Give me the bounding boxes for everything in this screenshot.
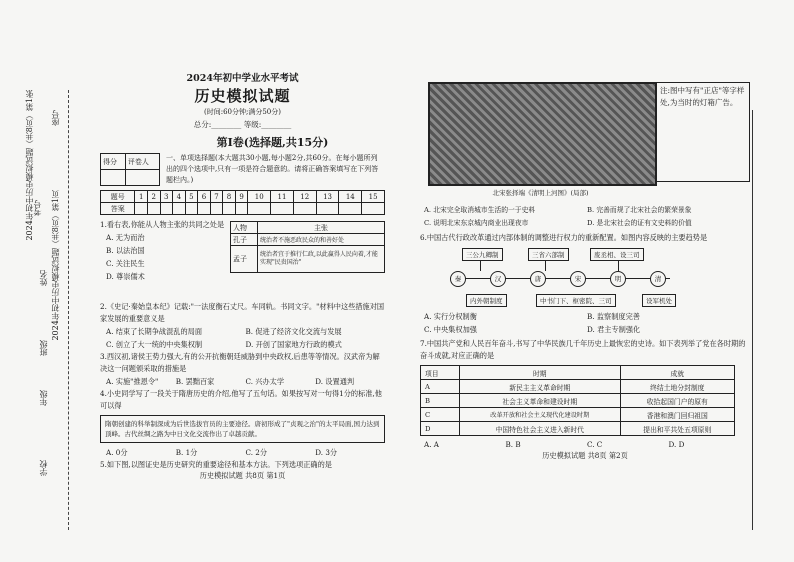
q7-head-item: 项目 xyxy=(421,366,460,380)
q6-option-b[interactable]: B. 监察制度完善 xyxy=(587,312,640,321)
q1-option-d[interactable]: D. 尊崇儒术 xyxy=(106,272,145,281)
q5-option-d[interactable]: D. 是北宋社会的证有文史料的价值 xyxy=(587,219,692,227)
q2-option-b[interactable]: B. 促进了经济文化交流与发展 xyxy=(245,327,342,336)
q2-option-a[interactable]: A. 结束了长期争战混乱的局面 xyxy=(106,327,203,336)
flow-box-zhongshu: 中书门下、枢密院、三司 xyxy=(536,294,616,307)
flow-connector xyxy=(480,260,481,271)
answer-grid-number: 14 xyxy=(339,191,362,203)
cut-line xyxy=(68,90,69,530)
answer-grid-number: 13 xyxy=(316,191,339,203)
q1-row1-claim: 统治者不施恶政民众的和善好处 xyxy=(258,234,385,246)
answer-cell[interactable] xyxy=(248,203,271,215)
q1-table-head-person: 人物 xyxy=(231,222,258,234)
flow-circle-ming: 明 xyxy=(610,271,626,287)
exam-name: 2024年初中学业水平考试 xyxy=(186,73,299,84)
q6-option-d[interactable]: D. 君主专制强化 xyxy=(587,325,641,334)
answer-cell[interactable] xyxy=(173,203,186,215)
answer-grid-number: 4 xyxy=(173,191,186,203)
q7-row-period: 社会主义革命和建设时期 xyxy=(460,394,621,408)
q4-option-a[interactable]: A. 0分 xyxy=(106,448,128,457)
score-cell[interactable] xyxy=(101,170,126,186)
q7-head-achievement: 成就 xyxy=(620,366,734,380)
q7-row-period: 中国特色社会主义进入新时代 xyxy=(460,422,621,436)
q3-option-b[interactable]: B. 罢黜百家 xyxy=(175,377,215,386)
answer-cell[interactable] xyxy=(235,203,248,215)
spine-text-2: 2024年初中历史模拟试题（共8页）第1页 xyxy=(51,190,60,341)
painting-image xyxy=(428,82,657,186)
instructions: 一、单项选择题(本大题共30小题,每小题2分,共60分。在每小题所列出的四个选项中,只有一项是符合题意的。请将正确答案填写在下列答题栏内。) xyxy=(166,154,379,184)
q7-stem: 7.中国共产党和人民百年奋斗,书写了中华民族几千年历史上最恢宏的史诗。如下表列举了党在各时期的奋斗成就,对应正确的是 xyxy=(420,339,746,360)
question-2 xyxy=(100,301,385,351)
label-class: 班级 xyxy=(39,340,48,356)
question-3 xyxy=(100,351,385,388)
answer-grid-number: 12 xyxy=(293,191,316,203)
q1-table xyxy=(230,221,385,273)
q1-row2-claim: 统治者宜于推行仁政,以此赢得人民向着,才能实现"民贵国治" xyxy=(258,246,385,273)
q7-head-period: 时期 xyxy=(460,366,621,380)
question-1 xyxy=(100,219,385,301)
flow-circle-qing: 清 xyxy=(650,271,666,287)
flow-box-neiwai: 内外朝制度 xyxy=(466,294,507,307)
answer-grid-label: 题号 xyxy=(101,191,135,203)
q2-option-d[interactable]: D. 开创了国家地方行政的模式 xyxy=(245,340,342,349)
flow-circle-qin: 秦 xyxy=(450,271,466,287)
answer-cell[interactable] xyxy=(185,203,198,215)
flow-connector xyxy=(545,260,546,271)
q7-row-achievement: 香港和澳门回归祖国 xyxy=(620,408,734,422)
q5-option-c[interactable]: C. 说明北宋东京城内商业出现夜市 xyxy=(424,219,529,227)
answer-cell[interactable] xyxy=(198,203,211,215)
q5-option-b[interactable]: B. 完善而规了北宋社会的繁荣景象 xyxy=(587,206,692,214)
flow-box-sansi: 废丞相、设三司 xyxy=(590,248,644,261)
page-title: 历史模拟试题 xyxy=(194,87,291,105)
answer-cell[interactable] xyxy=(362,203,385,215)
spine-text: 2024年初中历史模拟试题（共8页）第1张 xyxy=(25,90,34,241)
q7-row-period: 新民主主义革命时期 xyxy=(460,380,621,394)
grader-cell-label: 评卷人 xyxy=(125,154,159,170)
flow-timeline xyxy=(450,278,670,279)
q7-row-label: B xyxy=(421,394,460,408)
q4-option-d[interactable]: D. 3分 xyxy=(315,448,338,457)
q6-option-c[interactable]: C. 中央集权加强 xyxy=(424,325,477,334)
answer-row-label: 答案 xyxy=(101,203,135,215)
answer-cell[interactable] xyxy=(147,203,160,215)
answer-grid-number: 6 xyxy=(198,191,211,203)
q4-option-b[interactable]: B. 1分 xyxy=(175,448,198,457)
q7-row-label: A xyxy=(421,380,460,394)
answer-grid-number: 1 xyxy=(135,191,148,203)
left-page xyxy=(100,70,385,481)
answer-grid-number: 8 xyxy=(223,191,236,203)
answer-cell[interactable] xyxy=(293,203,316,215)
q6-option-a[interactable]: A. 实行分权制衡 xyxy=(424,312,477,321)
q3-option-a[interactable]: A. 实施"推恩令" xyxy=(106,377,159,386)
answer-grid-number: 3 xyxy=(160,191,173,203)
q1-table-head-claim: 主张 xyxy=(258,222,385,234)
q3-option-c[interactable]: C. 兴办太学 xyxy=(245,377,285,386)
answer-cell[interactable] xyxy=(210,203,223,215)
right-page xyxy=(420,204,750,461)
q1-row1-person: 孔子 xyxy=(231,234,258,246)
label-grade: 年级 xyxy=(39,390,48,406)
q5-option-a[interactable]: A. 北宋完全取消城市生活的一于史料 xyxy=(424,206,536,214)
q4-stem: 4.小史同学写了一段关于隋唐历史的介绍,他写了五句话。如果按写对一句得1分的标准,他可以得 xyxy=(100,389,382,410)
q1-option-a[interactable]: A. 无为而治 xyxy=(106,233,145,242)
answer-grid-number: 15 xyxy=(362,191,385,203)
question-4 xyxy=(100,388,385,459)
answer-cell[interactable] xyxy=(339,203,362,215)
flow-box-sangong: 三公九卿制 xyxy=(462,248,503,261)
answer-cell[interactable] xyxy=(316,203,339,215)
section-title: 第Ⅰ卷(选择题,共15分) xyxy=(216,136,329,149)
q7-row-achievement: 提出和平共处五项原则 xyxy=(620,422,734,436)
label-exam-number: 考号 xyxy=(33,200,42,216)
label-name: 姓名 xyxy=(39,270,48,286)
flow-circle-song: 宋 xyxy=(570,271,586,287)
label-school: 学校 xyxy=(39,460,48,476)
grader-cell[interactable] xyxy=(125,170,159,186)
exam-meta: (时间:60分钟;满分50分) xyxy=(204,108,281,116)
q7-row-label: D xyxy=(421,422,460,436)
label-seat: 座号 xyxy=(51,110,60,126)
q1-option-b[interactable]: B. 以法治国 xyxy=(106,246,145,255)
answer-cell[interactable] xyxy=(135,203,148,215)
answer-grid-number: 7 xyxy=(210,191,223,203)
painting-caption: 北宋张择端《清明上河图》(局部) xyxy=(492,189,589,197)
answer-grid-number: 10 xyxy=(248,191,271,203)
q1-option-c[interactable]: C. 关注民生 xyxy=(106,259,145,268)
q1-stem: 1.看右表,你能从人物主张的共同之处是 xyxy=(100,220,225,229)
q6-diagram xyxy=(420,246,750,310)
q7-option-c[interactable]: C. C xyxy=(587,440,603,449)
flow-box-sansheng: 三省六部制 xyxy=(528,248,569,261)
answer-cell[interactable] xyxy=(223,203,236,215)
score-line: 总分:________ 等级:________ xyxy=(193,120,292,129)
q2-stem: 2.《史记·秦始皇本纪》记载:"一法度衡石丈尺。车同轨。书同文字。"材料中这些措施对国家发展的重要意义是 xyxy=(100,302,385,323)
q7-option-b[interactable]: B. B xyxy=(505,440,521,449)
right-edge-line xyxy=(752,110,753,530)
q7-option-d[interactable]: D. D xyxy=(668,440,685,449)
answer-grid-number: 5 xyxy=(185,191,198,203)
q6-stem: 6.中国古代行政改革通过内部体制的调整进行权力的重新配置。如图内容反映的主要趋势是 xyxy=(420,233,708,242)
answer-cell[interactable] xyxy=(271,203,294,215)
answer-grid-number: 11 xyxy=(271,191,294,203)
q7-row-period: 改革开放和社会主义现代化建设时期 xyxy=(460,408,621,422)
q4-option-c[interactable]: C. 2分 xyxy=(245,448,268,457)
binding-margin xyxy=(20,90,90,530)
q2-option-c[interactable]: C. 创立了大一统的中央集权制 xyxy=(106,340,203,349)
q7-row-label: C xyxy=(421,408,460,422)
painting-note: 注:图中写有"正店"等字样处,为当时的灯箱广告。 xyxy=(655,82,750,182)
q4-box: 隋朝创建的科举制深成为后世选拔官员的主要途径。唐初形成了"贞观之治"的太平局面,国力达到顶峰。古代丝绸之路为中日文化交流作出了卓越贡献。 xyxy=(100,415,385,443)
flow-circle-han: 汉 xyxy=(490,271,506,287)
score-table xyxy=(100,153,160,186)
answer-cell[interactable] xyxy=(160,203,173,215)
flow-connector xyxy=(618,260,619,271)
q3-option-d[interactable]: D. 设置通判 xyxy=(315,377,355,386)
flow-box-junji: 设军机处 xyxy=(642,294,676,307)
page-footer-right: 历史模拟试题 共8页 第2页 xyxy=(542,451,628,460)
q7-table xyxy=(420,365,735,436)
answer-grid-number: 2 xyxy=(147,191,160,203)
q7-row-achievement: 收拾起国门户的原有 xyxy=(620,394,734,408)
answer-grid-number: 9 xyxy=(235,191,248,203)
page-footer-left: 历史模拟试题 共8页 第1页 xyxy=(199,471,286,480)
q7-option-a[interactable]: A. A xyxy=(424,440,439,449)
q7-row-achievement: 终结土地分封制度 xyxy=(620,380,734,394)
q3-stem: 3.西汉初,诸侯王势力强大,有的公开抗衡朝廷威胁到中央政权,后患等等情况。汉武帝为解决这一问题颁采取的措施是 xyxy=(100,352,380,373)
flow-circle-tang: 唐 xyxy=(530,271,546,287)
q5-stem: 5.如下图,以图证史是历史研究的重要途径和基本方法。下列选项正确的是 xyxy=(100,460,332,469)
score-cell-label: 得分 xyxy=(101,154,126,170)
q1-row2-person: 孟子 xyxy=(231,246,258,273)
answer-grid xyxy=(100,190,385,215)
